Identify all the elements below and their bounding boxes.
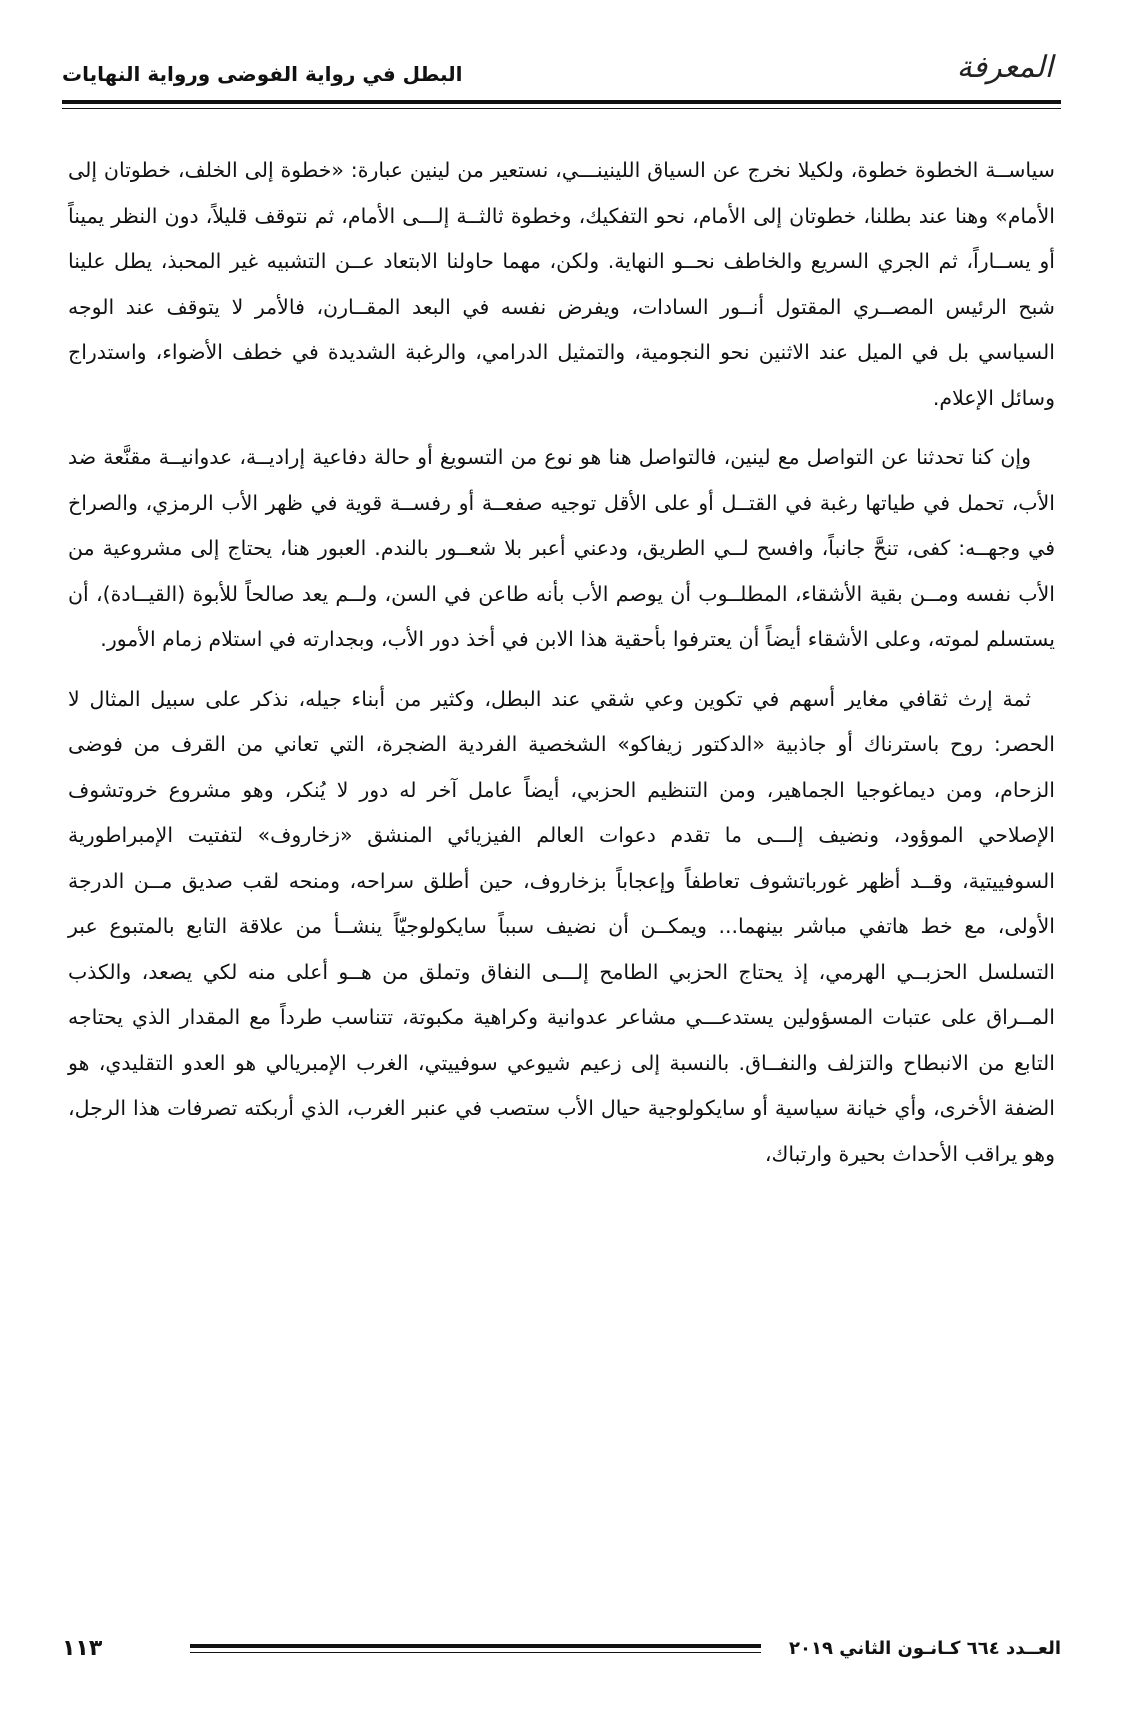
header-divider xyxy=(62,100,1061,104)
paragraph: ثمة إرث ثقافي مغاير أسهم في تكوين وعي شقي عند البطل، وكثير من أبناء جيله، نذكر على سبيل المثال لا الحصر: روح باسترناك أو جاذبية «الدكتور زيفاكو» الشخصية الفردية الضجرة، التي تعاني من القرف من فوضى الزحام، ومن ديماغوجيا الجماهير، ومن التنظيم الحزبي، أيضاً عامل آخر له دور لا يُنكر، وهو مشروع خروتشوف الإصلاحي الموؤود، ونضيف إلـــى ما تقدم دعوات العالم الفيزيائي المنشق «زخاروف» لتفتيت الإمبراطورية السوفييتية، وقــد أظهر غورباتشوف تعاطفاً وإعجاباً بزخاروف، حين أطلق سراحه، ومنحه لقب صديق مــن الدرجة الأولى، مع خط هاتفي مباشر بينهما... ويمكــن أن نضيف سبباً سايكولوجيّاً ينشــأ من علاقة التابع بالمتبوع عبر التسلسل الحزبــي الهرمي، إذ يحتاج الحزبي الطامح إلـــى النفاق وتملق من هــو أعلى منه لكي يصعد، والكذب المــراق على عتبات المسؤولين يستدعـــي مشاعر عدوانية وكراهية مكبوتة، تتناسب طرداً مع المقدار الذي يحتاجه التابع من الانبطاح والتزلف والنفــاق. بالنسبة إلى زعيم شيوعي سوفييتي، الغرب الإمبريالي هو العدو التقليدي، هو الضفة الأخرى، وأي خيانة سياسية أو سايكولوجية حيال الأب ستصب في عنبر الغرب، الذي أربكته تصرفات هذا الرجل، وهو يراقب الأحداث بحيرة وارتباك، xyxy=(68,686,1055,1166)
issue-info: العــدد ٦٦٤ كـانـون الثاني ٢٠١٩ xyxy=(789,1638,1061,1659)
header-divider-thin xyxy=(62,108,1061,109)
footer-divider xyxy=(190,1644,761,1648)
footer-divider-thin xyxy=(190,1652,761,1653)
page-number: ١١٣ xyxy=(62,1636,103,1661)
journal-logo: المعرفة xyxy=(956,50,1053,85)
running-title: البطل في رواية الفوضى ورواية النهايات xyxy=(62,62,463,86)
paragraph: وإن كنا تحدثنا عن التواصل مع لينين، فالتواصل هنا هو نوع من التسويغ أو حالة دفاعية إراديــة، عدوانيــة مقنَّعة ضد الأب، تحمل في طياتها رغبة في القتــل أو على الأقل توجيه صفعــة أو رفســة قوية في ظهر الأب الرمزي، والصراخ في وجهــه: كفى، تنحَّ جانباً، وافسح لــي الطريق، ودعني أعبر بلا شعــور بالندم. العبور هنا، يحتاج إلى مشروعية من الأب نفسه ومــن بقية الأشقاء، المطلــوب أن يوصم الأب بأنه طاعن في السن، ولــم يعد صالحاً للأبوة (القيــادة)، أن يستسلم لموته، وعلى الأشقاء أيضاً أن يعترفوا بأحقية هذا الابن في أخذ دور الأب، وبجدارته في استلام زمام الأمور. xyxy=(68,445,1055,651)
page-footer xyxy=(62,1636,1061,1676)
paragraph: سياســة الخطوة خطوة، ولكيلا نخرج عن السياق اللينينـــي، نستعير من لينين عبارة: «خطوة إلى الخلف، خطوتان إلى الأمام» وهنا عند بطلنا، خطوتان إلى الأمام، نحو التفكيك، وخطوة ثالثــة إلـــى الأمام، ثم نتوقف قليلاً، دون النظر يميناً أو يســاراً، ثم الجري السريع والخاطف نحــو النهاية. ولكن، مهما حاولنا الابتعاد عــن التشبيه غير المحبذ، يطل علينا شبح الرئيس المصــري المقتول أنــور السادات، ويفرض نفسه في البعد المقــارن، فالأمر لا يتوقف عند الوجه السياسي بل في الميل عند الاثنين نحو النجومية، والتمثيل الدرامي، والرغبة الشديدة في خطف الأضواء، واستدراج وسائل الإعلام. xyxy=(68,158,1055,410)
article-body xyxy=(68,148,1055,1191)
page-header xyxy=(62,40,1061,100)
